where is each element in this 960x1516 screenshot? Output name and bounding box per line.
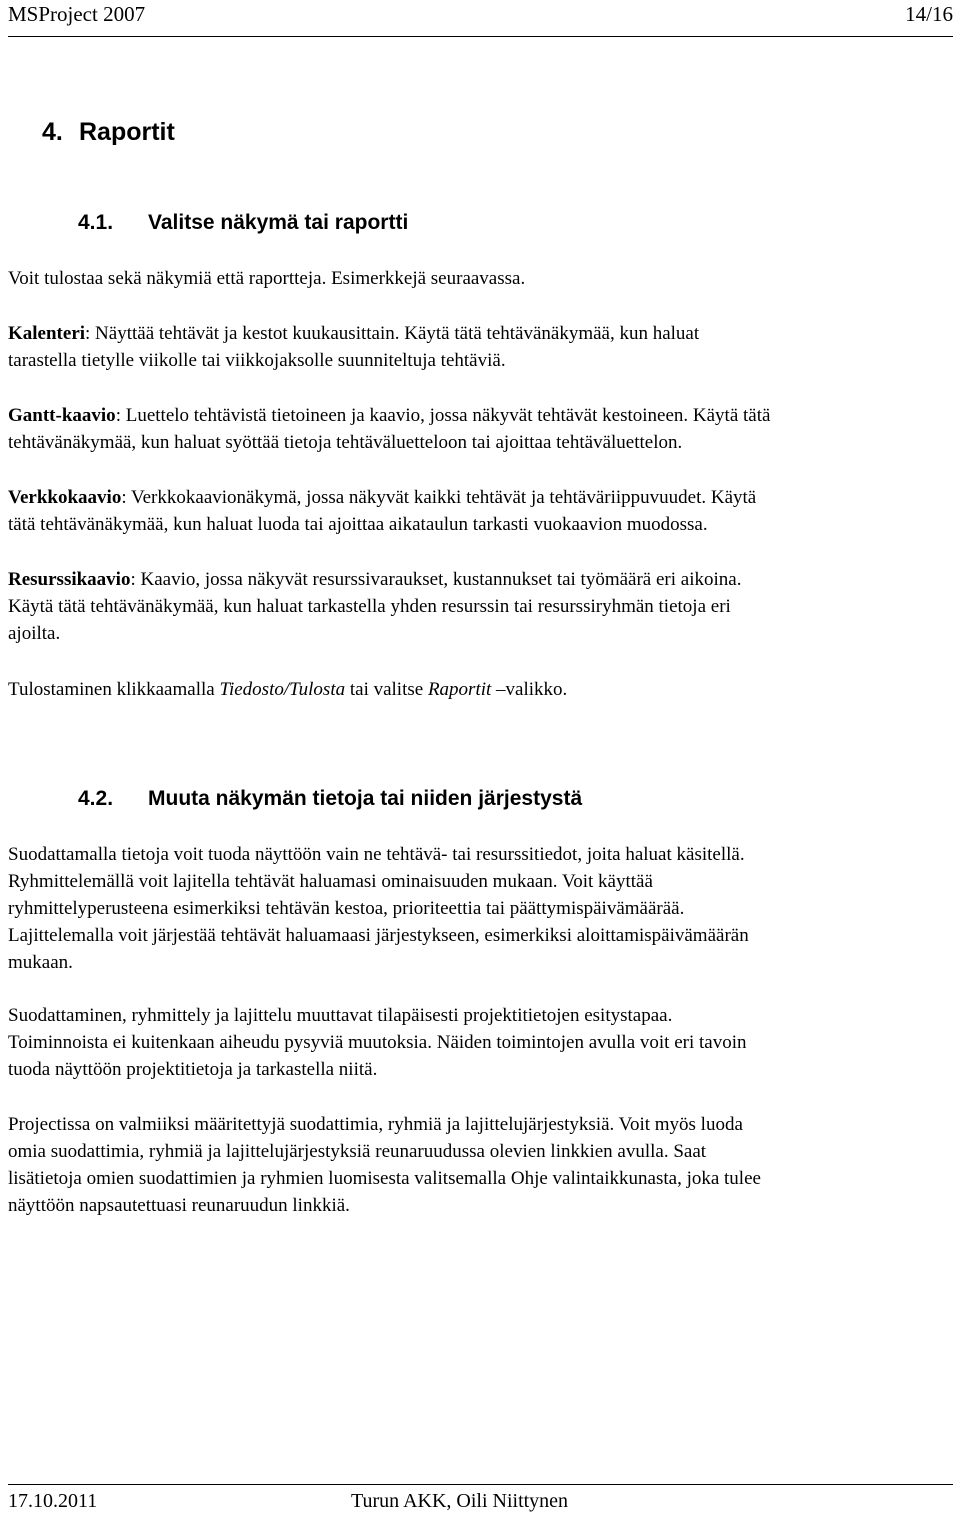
menu-path-tiedosto-tulosta: Tiedosto/Tulosta	[219, 679, 346, 700]
section-title: Raportit	[79, 118, 175, 146]
intro-paragraph: Voit tulostaa sekä näkymiä että raportteja. Esimerkkejä seuraavassa.	[8, 268, 526, 289]
subsection-heading-1	[78, 211, 408, 235]
resurssi-paragraph: Resurssikaavio: Kaavio, jossa näkyvät resurssivaraukset, kustannukset tai työmäärä eri aikoina. Käytä tätä tehtävänäkymää, kun haluat tarkastella yhden resurssin tai resurssiryhmän tietoja eri ajoilta.	[8, 569, 742, 644]
gantt-paragraph: Gantt-kaavio: Luettelo tehtävistä tietoineen ja kaavio, jossa näkyvät tehtävät kestoineen. Käytä tätä tehtävänäkymää, kun haluat syöttää tietoja tehtäväluetteloon tai ajoittaa tehtäväluettelon.	[8, 405, 771, 453]
filter-paragraph: Suodattamalla tietoja voit tuoda näyttöön vain ne tehtävä- tai resurssitiedot, joita haluat käsitellä. Ryhmittelemällä voit lajitella tehtävät haluamasi ominaisuuden mukaan. Voit käyttää ryhmittelyperusteena esimerkiksi tehtävän kestoa, prioriteettia tai päättymispäivämäärää. Lajittelemalla voit järjestää tehtävät haluamaasi järjestykseen, esimerkiksi aloittamispäivämäärän mukaan.	[8, 844, 749, 973]
page-footer	[8, 1490, 953, 1516]
verkko-paragraph: Verkkokaavio: Verkkokaavionäkymä, jossa näkyvät kaikki tehtävät ja tehtäväriippuvuudet. Käytä tätä tehtävänäkymää, kun haluat luoda tai ajoittaa aikataulun tarkasti vuokaavion muodossa.	[8, 487, 757, 535]
subsection-number: 4.1.	[78, 211, 114, 234]
section-heading	[42, 118, 175, 147]
kalenteri-paragraph: Kalenteri: Näyttää tehtävät ja kestot kuukausittain. Käytä tätä tehtävänäkymää, kun haluat tarastella tietylle viikolle tai viikkojaksolle suunniteltuja tehtäviä.	[8, 323, 700, 371]
subsection-title: Valitse näkymä tai raportti	[148, 211, 409, 234]
header-title: MSProject 2007	[8, 2, 146, 26]
section-number: 4.	[42, 118, 63, 146]
subsection-title: Muuta näkymän tietoja tai niiden järjestystä	[148, 787, 583, 810]
predefined-filters-paragraph: Projectissa on valmiiksi määritettyjä suodattimia, ryhmiä ja lajittelujärjestyksiä. Voit myös luoda omia suodattimia, ryhmiä ja lajittelujärjestyksiä reunaruudussa olevien linkkien avulla. Saat lisätietoja omien suodattimien ja ryhmien luomisesta valitsemalla Ohje valintaikkunasta, joka tulee näyttöön napsautettuasi reunaruudun linkkiä.	[8, 1114, 761, 1216]
page-header	[8, 2, 953, 32]
footer-author: Turun AKK, Oili Niittynen	[351, 1490, 569, 1512]
footer-date: 17.10.2011	[8, 1490, 98, 1512]
term-verkkokaavio: Verkkokaavio	[8, 487, 122, 508]
header-page-number: 14/16	[905, 2, 953, 26]
temporary-changes-paragraph: Suodattaminen, ryhmittely ja lajittelu muuttavat tilapäisesti projektitietojen esitystapaa. Toiminnoista ei kuitenkaan aiheudu pysyviä muutoksia. Näiden toimintojen avulla voit eri tavoin tuoda näyttöön projektitietoja ja tarkastella niitä.	[8, 1005, 747, 1080]
subsection-heading-2	[78, 787, 582, 811]
header-divider	[8, 36, 953, 37]
footer-divider	[8, 1484, 953, 1485]
term-gantt: Gantt-kaavio	[8, 405, 116, 426]
term-resurssikaavio: Resurssikaavio	[8, 569, 131, 590]
subsection-number: 4.2.	[78, 787, 114, 810]
print-paragraph: Tulostaminen klikkaamalla Tiedosto/Tulosta tai valitse Raportit –valikko.	[8, 679, 568, 700]
term-kalenteri: Kalenteri	[8, 323, 86, 344]
menu-raportit: Raportit	[427, 679, 492, 700]
